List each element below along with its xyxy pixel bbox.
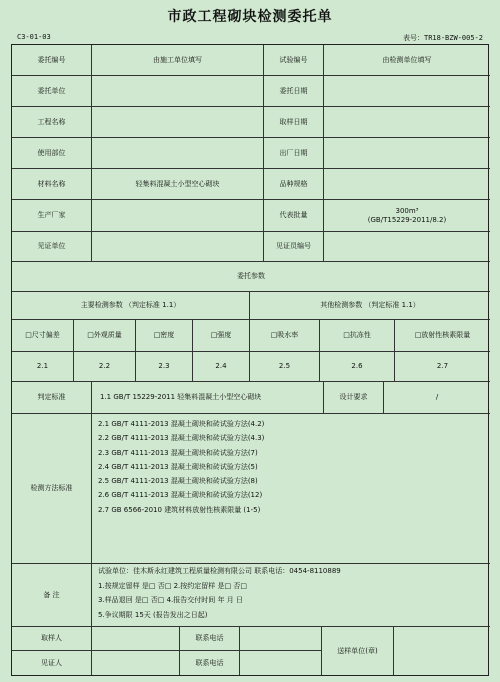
label-witness: 见证人	[12, 651, 92, 675]
label-factory-date: 出厂日期	[264, 138, 324, 169]
method-item: 2.4 GB/T 4111-2013 混凝土砌块和砖试验方法(5)	[98, 462, 258, 471]
notes-block	[92, 564, 490, 627]
param-number: 2.2	[74, 352, 136, 382]
value-sampling-date[interactable]	[324, 107, 490, 138]
method-item: 2.7 GB 6566-2010 建筑材料放射性核素限量 (1-5)	[98, 505, 261, 514]
value-commission-no[interactable]: 由施工单位填写	[92, 45, 264, 76]
checkbox-strength[interactable]: □强度	[193, 320, 250, 352]
label-test-no: 试验编号	[264, 45, 324, 76]
label-commission-no: 委托编号	[12, 45, 92, 76]
param-number: 2.5	[250, 352, 320, 382]
value-witness-unit[interactable]	[92, 232, 264, 262]
label-method-standard: 检测方法标准	[12, 414, 92, 564]
param-number: 2.3	[136, 352, 193, 382]
method-item: 2.5 GB/T 4111-2013 混凝土砌块和砖试验方法(8)	[98, 477, 258, 486]
label-project-name: 工程名称	[12, 107, 92, 138]
param-number: 2.6	[320, 352, 395, 382]
label-batch-quantity: 代表批量	[264, 200, 324, 232]
label-witness-no: 见证员编号	[264, 232, 324, 262]
form-number: 表号：TR18-BZW-005-2	[402, 34, 483, 42]
label-client: 委托单位	[12, 76, 92, 107]
value-factory-date[interactable]	[324, 138, 490, 169]
label-witness-phone: 联系电话	[180, 651, 240, 675]
value-sampler-phone[interactable]	[240, 627, 322, 651]
method-item: 2.1 GB/T 4111-2013 混凝土砌块和砖试验方法(4.2)	[98, 420, 265, 428]
value-witness-no[interactable]	[324, 232, 490, 262]
label-variety-spec: 品种规格	[264, 169, 324, 200]
note-line: 1.按规定留样 是□ 否□ 2.按约定留样 是□ 否□	[98, 581, 247, 590]
label-sending-unit: 送样单位(章)	[322, 627, 394, 675]
batch-standard: (GB/T15229-2011/8.2)	[367, 215, 447, 224]
label-sampler: 取样人	[12, 627, 92, 651]
param-number: 2.7	[395, 352, 490, 382]
value-test-no[interactable]: 由检测单位填写	[324, 45, 490, 76]
checkbox-density[interactable]: □密度	[136, 320, 193, 352]
batch-amount: 300m³	[395, 207, 419, 216]
checkbox-radioactivity[interactable]: □放射性核素限量	[395, 320, 490, 352]
label-witness-unit: 见证单位	[12, 232, 92, 262]
label-sampling-date: 取样日期	[264, 107, 324, 138]
value-material-name[interactable]: 轻集料混凝土小型空心砌块	[92, 169, 264, 200]
value-use-location[interactable]	[92, 138, 264, 169]
note-line: 3.样品退回 是□ 否□ 4.报告交付时间 年 月 日	[98, 596, 243, 605]
page-title: 市政工程砌块检测委托单	[167, 9, 333, 25]
param-number: 2.4	[193, 352, 250, 382]
other-params-header: 其他检测参数 （判定标准 1.1）	[250, 292, 490, 320]
value-design-requirement[interactable]: /	[384, 382, 490, 414]
value-witness[interactable]	[92, 651, 180, 675]
checkbox-water-absorption[interactable]: □吸水率	[250, 320, 320, 352]
params-header: 委托参数	[12, 262, 490, 292]
checkbox-frost-resistance[interactable]: □抗冻性	[320, 320, 395, 352]
method-item: 2.2 GB/T 4111-2013 混凝土砌块和砖试验方法(4.3)	[98, 434, 265, 443]
value-judge-standard: 1.1 GB/T 15229-2011 轻集料混凝土小型空心砌块	[92, 382, 324, 414]
method-standard-list	[92, 414, 490, 564]
checkbox-appearance[interactable]: □外观质量	[74, 320, 136, 352]
label-material-name: 材料名称	[12, 169, 92, 200]
main-params-header: 主要检测参数 （判定标准 1.1）	[12, 292, 250, 320]
value-client[interactable]	[92, 76, 264, 107]
value-sampler[interactable]	[92, 627, 180, 651]
value-sending-unit[interactable]	[394, 627, 490, 675]
label-manufacturer: 生产厂家	[12, 200, 92, 232]
label-design-requirement: 设计要求	[324, 382, 384, 414]
label-judge-standard: 判定标准	[12, 382, 92, 414]
label-sampler-phone: 联系电话	[180, 627, 240, 651]
checkbox-size-deviation[interactable]: □尺寸偏差	[12, 320, 74, 352]
label-commission-date: 委托日期	[264, 76, 324, 107]
param-number: 2.1	[12, 352, 74, 382]
value-commission-date[interactable]	[324, 76, 490, 107]
value-manufacturer[interactable]	[92, 200, 264, 232]
value-variety-spec[interactable]	[324, 169, 490, 200]
doc-code: C3-01-03	[17, 33, 51, 41]
note-line: 5.争议期限 15天 (报告发出之日起)	[98, 610, 208, 619]
label-notes: 备 注	[12, 564, 92, 627]
value-batch-quantity[interactable]	[324, 200, 490, 232]
form-table	[11, 44, 489, 676]
label-use-location: 使用部位	[12, 138, 92, 169]
method-item: 2.3 GB/T 4111-2013 混凝土砌块和砖试验方法(7)	[98, 448, 258, 457]
method-item: 2.6 GB/T 4111-2013 混凝土砌块和砖试验方法(12)	[98, 491, 263, 500]
value-project-name[interactable]	[92, 107, 264, 138]
note-line: 试验单位：佳木斯永红建筑工程质量检测有限公司 联系电话：0454-8110889	[98, 567, 341, 575]
value-witness-phone[interactable]	[240, 651, 322, 675]
